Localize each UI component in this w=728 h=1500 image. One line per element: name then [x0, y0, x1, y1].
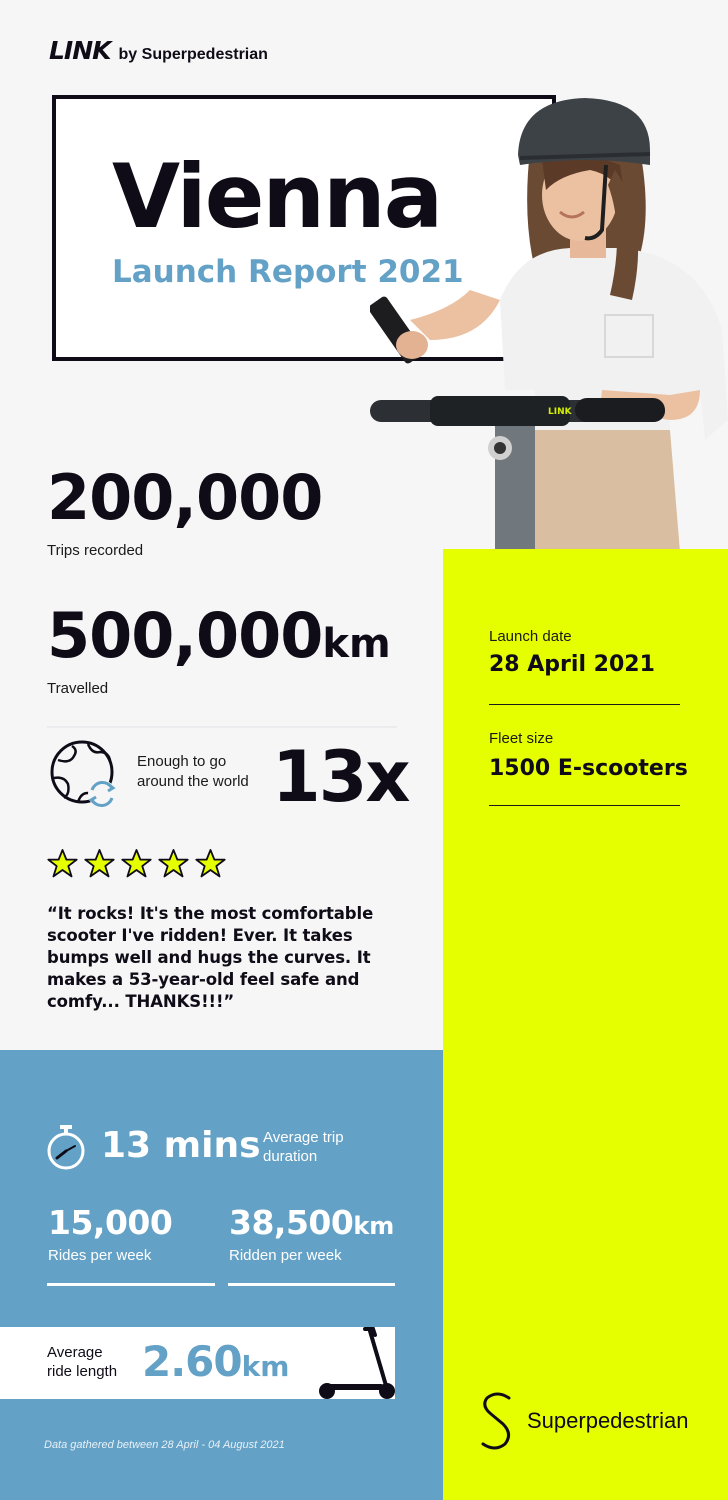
launch-date-label: Launch date [489, 628, 572, 645]
svg-text:LINK: LINK [548, 407, 572, 417]
avg-ride-unit: km [241, 1350, 290, 1383]
star-icon [158, 848, 189, 879]
ridden-week-value [229, 1203, 395, 1242]
brand-byline: by Superpedestrian [118, 46, 268, 63]
rides-week-value: 15,000 [48, 1203, 173, 1242]
review-quote: “It rocks! It's the most comfortable scooter I've ridden! Ever. It takes bumps well and hugs the curves. It makes a 53-year-old feel safe and comfy... THANKS!!!” [47, 904, 374, 1011]
scooter-icon [315, 1325, 397, 1401]
divider [489, 805, 680, 806]
ridden-week-number: 38,500 [229, 1203, 354, 1242]
divider [47, 726, 397, 728]
trips-value: 200,000 [47, 461, 323, 534]
page-title: Vienna [112, 145, 442, 248]
globe-icon [48, 738, 120, 810]
star-icon [47, 848, 78, 879]
divider [228, 1283, 395, 1286]
star-icon [84, 848, 115, 879]
rider-photo [370, 90, 728, 552]
avg-trip-label: Average trip duration [263, 1129, 344, 1165]
distance-unit: km [322, 621, 391, 667]
trips-label: Trips recorded [47, 542, 144, 559]
rating-stars [47, 848, 226, 879]
superpedestrian-logo [477, 1390, 688, 1452]
avg-ride-label: Average ride length [47, 1344, 118, 1380]
superpedestrian-s-icon [477, 1390, 517, 1452]
distance-number: 500,000 [47, 599, 323, 672]
distance-label: Travelled [47, 680, 109, 697]
world-multiplier: 13x [272, 736, 409, 818]
ridden-week-label: Ridden per week [229, 1247, 342, 1264]
stopwatch-icon [46, 1124, 86, 1170]
page-subtitle: Launch Report 2021 [112, 254, 464, 290]
avg-ride-value [142, 1337, 290, 1386]
avg-ride-number: 2.60 [142, 1337, 242, 1386]
brand-header [49, 36, 268, 65]
rides-week-label: Rides per week [48, 1247, 152, 1264]
star-icon [195, 848, 226, 879]
launch-panel [443, 549, 728, 1500]
fleet-size-label: Fleet size [489, 730, 554, 747]
distance-value [47, 599, 391, 672]
star-icon [121, 848, 152, 879]
data-footnote: Data gathered between 28 April - 04 August 2021 [44, 1439, 285, 1451]
world-text: Enough to go around the world [137, 753, 249, 790]
link-logo: LINK [49, 36, 111, 65]
usage-panel [0, 1050, 443, 1500]
divider [47, 1283, 215, 1286]
fleet-size-value: 1500 E-scooters [489, 756, 688, 781]
ridden-week-unit: km [353, 1212, 395, 1240]
company-name: Superpedestrian [527, 1408, 689, 1433]
avg-trip-value: 13 mins [101, 1125, 261, 1166]
launch-date-value: 28 April 2021 [489, 652, 655, 677]
divider [489, 704, 680, 705]
